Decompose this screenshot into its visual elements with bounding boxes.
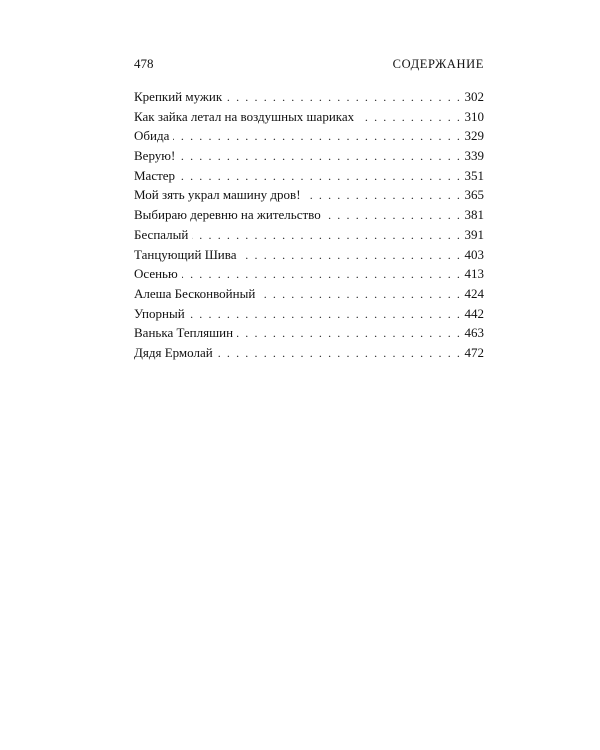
toc-entry-title: Выбираю деревню на жительство bbox=[134, 207, 321, 223]
dot-leader bbox=[325, 206, 462, 225]
toc-entry bbox=[134, 205, 484, 225]
toc-entry-page: 413 bbox=[464, 266, 484, 282]
toc-entry-title: Верую! bbox=[134, 148, 176, 164]
dot-leader bbox=[173, 127, 461, 146]
toc-entry bbox=[134, 166, 484, 186]
dot-leader bbox=[358, 108, 461, 127]
toc-entry-page: 339 bbox=[464, 148, 484, 164]
toc-entry-page: 302 bbox=[464, 89, 484, 104]
dot-leader bbox=[182, 265, 462, 284]
toc-entry bbox=[134, 284, 484, 304]
toc-entry-title: Ванька Тепляшин bbox=[134, 325, 234, 341]
toc-entry-title: Танцующий Шива bbox=[134, 246, 237, 262]
toc-entry bbox=[134, 304, 484, 324]
dot-leader bbox=[189, 305, 462, 324]
toc-entry bbox=[134, 264, 484, 284]
toc-entry-page: 391 bbox=[464, 226, 484, 242]
toc-entry bbox=[134, 185, 484, 205]
toc-entry-title: Упорный bbox=[134, 305, 185, 321]
toc-entry-title: Мой зять украл машину дров! bbox=[134, 187, 301, 203]
toc-entry-title: Алеша Бесконвойный bbox=[134, 285, 256, 301]
toc-entry bbox=[134, 146, 484, 166]
dot-leader bbox=[305, 186, 462, 205]
section-title: СОДЕРЖАНИЕ bbox=[392, 57, 484, 71]
toc-entry-title: Беспалый bbox=[134, 226, 189, 242]
toc-entry-page: 442 bbox=[464, 305, 484, 321]
toc-entry-title: Мастер bbox=[134, 167, 176, 183]
toc-entry-page: 424 bbox=[464, 285, 484, 301]
dot-leader bbox=[217, 344, 462, 363]
toc-entry-title: Обида bbox=[134, 128, 170, 144]
dot-leader bbox=[237, 324, 461, 343]
toc-entry-page: 472 bbox=[464, 344, 484, 360]
toc-entry bbox=[134, 245, 484, 265]
toc-entry-page: 381 bbox=[464, 207, 484, 223]
toc-entry-page: 463 bbox=[464, 325, 484, 341]
dot-leader bbox=[192, 226, 461, 245]
page-number: 478 bbox=[134, 56, 154, 71]
toc-entry bbox=[134, 126, 484, 146]
toc-entry bbox=[134, 107, 484, 127]
toc-entry-page: 403 bbox=[464, 246, 484, 262]
table-of-contents bbox=[134, 87, 484, 363]
dot-leader bbox=[179, 167, 461, 186]
dot-leader bbox=[241, 246, 462, 265]
toc-entry-title: Дядя Ермолай bbox=[134, 344, 213, 360]
toc-entry bbox=[134, 225, 484, 245]
dot-leader bbox=[226, 88, 461, 107]
toc-entry-title: Крепкий мужик bbox=[134, 89, 223, 104]
toc-entry bbox=[134, 343, 484, 363]
toc-entry-page: 365 bbox=[464, 187, 484, 203]
running-head bbox=[134, 54, 484, 74]
toc-entry bbox=[134, 323, 484, 343]
toc-entry bbox=[134, 87, 484, 107]
toc-entry-page: 310 bbox=[464, 108, 484, 124]
dot-leader bbox=[179, 147, 461, 166]
toc-entry-page: 329 bbox=[464, 128, 484, 144]
dot-leader bbox=[259, 285, 461, 304]
toc-entry-page: 351 bbox=[464, 167, 484, 183]
toc-entry-title: Как зайка летал на воздушных шариках bbox=[134, 108, 355, 124]
toc-entry-title: Осенью bbox=[134, 266, 178, 282]
